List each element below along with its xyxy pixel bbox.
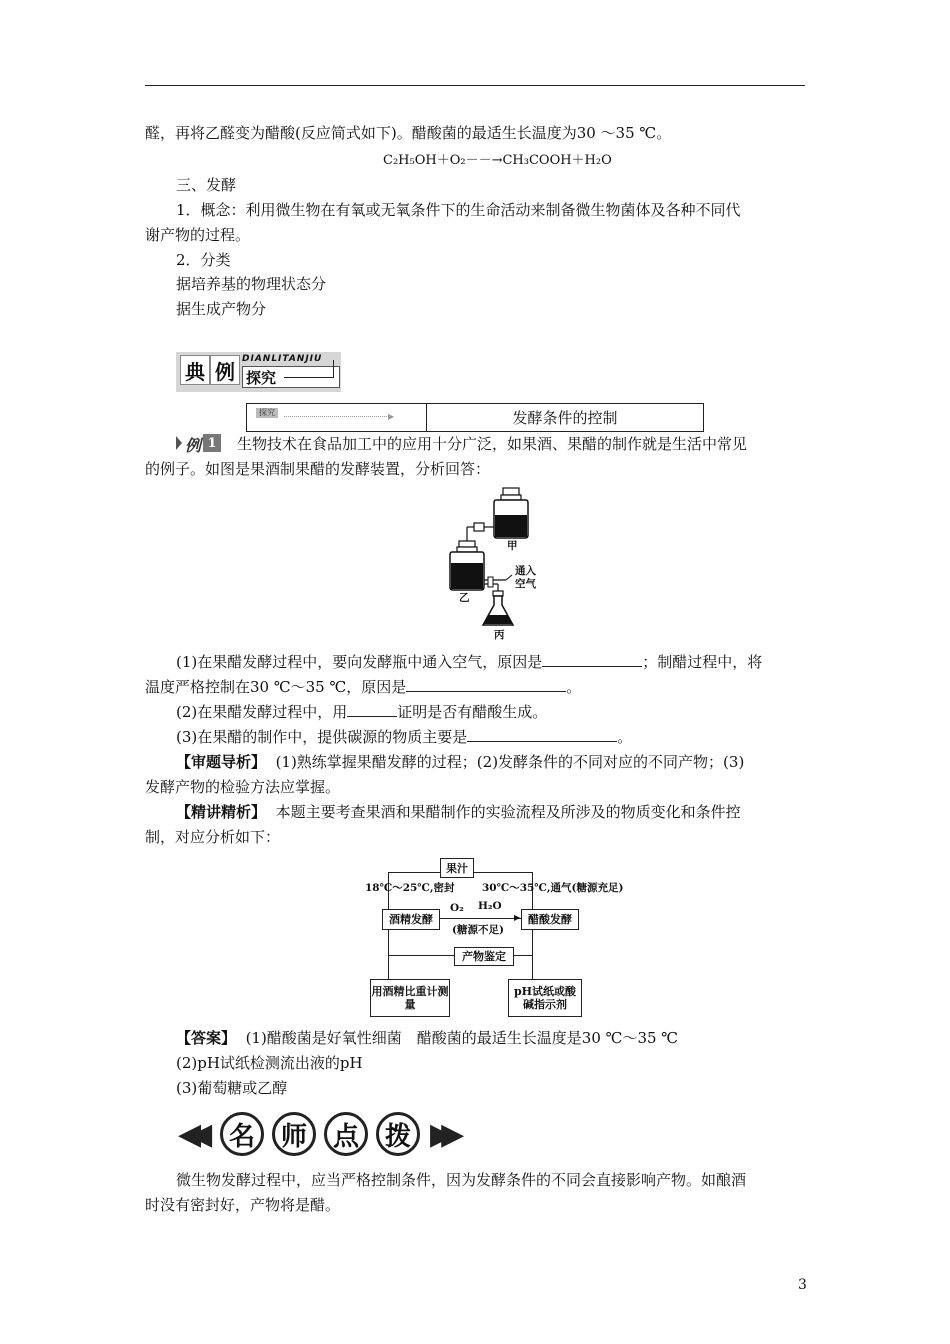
question-2-text-a: (2)在果醋发酵过程中，用 <box>176 703 348 721</box>
arrow-right-icon: ▶ <box>514 913 521 922</box>
guide-line-2: 发酵产物的检验方法应掌握。 <box>145 778 341 796</box>
label-yi: 乙 <box>459 592 470 604</box>
badge-number: 1 <box>203 434 221 452</box>
flow-product-identify: 产物鉴定 <box>454 947 514 966</box>
tips-char-3: 点 <box>324 1112 368 1156</box>
label-air-2: 空气 <box>515 578 536 590</box>
answer-line-1 <box>176 1028 678 1048</box>
badge-text: 例 <box>185 436 202 455</box>
section-heading: 三、发酵 <box>176 176 237 194</box>
paragraph-continuation: 醛，再将乙醛变为醋酸(反应简式如下)。醋酸菌的最适生长温度为30 ～35 ℃。 <box>145 124 672 142</box>
answer-label: 【答案】 <box>176 1029 237 1047</box>
classify-heading: 2．分类 <box>176 251 231 269</box>
classify-by-product: 据生成产物分 <box>176 300 267 318</box>
analysis-text-1: 本题主要考查果酒和果醋制作的实验流程及所涉及的物质变化和条件控 <box>275 803 741 821</box>
question-3-text-a: (3)在果醋的制作中，提供碳源的物质主要是 <box>176 728 468 746</box>
flow-right-condition: 30℃～35℃,通气(糖源充足) <box>482 882 624 894</box>
answer-line-3: (3)葡萄糖或乙醇 <box>176 1079 288 1097</box>
topic-tag: 探究 <box>256 408 278 418</box>
topic-title: 发酵条件的控制 <box>512 409 618 427</box>
header-rule <box>145 85 805 86</box>
fermentation-apparatus <box>440 485 550 643</box>
question-1-text-a: (1)在果醋发酵过程中，要向发酵瓶中通入空气，原因是 <box>176 653 543 671</box>
guide-label: 【审题导析】 <box>176 753 267 771</box>
banner-char-2: 例 <box>210 355 240 385</box>
label-bing: 丙 <box>494 629 505 641</box>
label-jia: 甲 <box>507 540 518 552</box>
page-number: 3 <box>798 1277 807 1293</box>
flow-right-method: pH试纸或酸碱指示剂 <box>508 979 582 1017</box>
label-air-1: 通入 <box>515 565 536 577</box>
banner-char-1: 典 <box>180 355 210 385</box>
banner-pinyin: DIANLITANJIU <box>242 354 323 364</box>
example-banner <box>176 352 341 396</box>
concept-line-2: 谢产物的过程。 <box>145 226 251 244</box>
flow-juice: 果汁 <box>440 858 474 878</box>
answer-blank-4[interactable] <box>467 727 617 742</box>
tips-char-2: 师 <box>272 1112 316 1156</box>
tips-line-2: 时没有密封好，产物将是醋。 <box>145 1196 341 1214</box>
answer-blank-2[interactable] <box>406 677 566 692</box>
question-2 <box>176 702 547 722</box>
flow-acetic-fermentation: 醋酸发酵 <box>521 909 579 930</box>
guide-text-1: (1)熟练掌握果醋发酵的过程；(2)发酵条件的不同对应的不同产物；(3) <box>275 753 745 771</box>
flow-o2: O₂ <box>450 902 464 914</box>
flow-left-condition: 18℃～25℃,密封 <box>365 882 455 894</box>
example-line-2: 的例子。如图是果酒制果醋的发酵装置，分析回答： <box>145 460 491 478</box>
flow-h2o: H₂O <box>478 900 502 912</box>
guide-line-1 <box>176 752 744 772</box>
badge-arrow-icon <box>176 436 182 450</box>
tips-banner <box>178 1108 478 1160</box>
tips-char-1: 名 <box>220 1112 264 1156</box>
example-badge <box>176 433 224 453</box>
question-1-text-d: 。 <box>566 678 582 696</box>
answer-line-2: (2)pH试纸检测流出液的pH <box>176 1054 363 1072</box>
question-1-text-c: 温度严格控制在30 ℃～35 ℃，原因是 <box>145 678 407 696</box>
double-right-arrow-icon: ▶▶ <box>430 1117 453 1152</box>
question-1-text-b: ；制醋过程中，将 <box>642 653 763 671</box>
concept-line-1: 1．概念：利用微生物在有氧或无氧条件下的生命活动来制备微生物菌体及各种不同代 <box>176 201 741 219</box>
flow-left-method: 用酒精比重计测量 <box>370 979 450 1017</box>
question-1-line-2 <box>145 677 581 697</box>
analysis-line-1 <box>176 802 741 822</box>
question-3 <box>176 727 632 747</box>
tips-line-1: 微生物发酵过程中，应当严格控制条件，因为发酵条件的不同会直接影响产物。如酿酒 <box>176 1171 747 1189</box>
question-3-text-b: 。 <box>617 728 633 746</box>
double-left-arrow-icon: ◀◀ <box>178 1117 201 1152</box>
flow-chart <box>360 852 630 1020</box>
answer-blank-1[interactable] <box>542 652 642 667</box>
topic-box <box>246 403 704 432</box>
answer-blank-3[interactable] <box>347 702 397 717</box>
tips-char-4: 拨 <box>376 1112 420 1156</box>
analysis-line-2: 制，对应分析如下： <box>145 828 281 846</box>
classify-by-medium: 据培养基的物理状态分 <box>176 275 327 293</box>
question-2-text-b: 证明是否有醋酸生成。 <box>397 703 548 721</box>
reaction-equation: C₂H₅OH＋O₂－－→CH₃COOH＋H₂O <box>383 153 612 168</box>
banner-sub: 探究 <box>246 369 277 387</box>
arrow-right-icon: ▶ <box>388 412 395 421</box>
flow-alcohol-fermentation: 酒精发酵 <box>382 909 440 930</box>
analysis-label: 【精讲精析】 <box>176 803 267 821</box>
example-line-1: 生物技术在食品加工中的应用十分广泛，如果酒、果醋的制作就是生活中常见 <box>237 435 748 453</box>
answer-text-1: (1)醋酸菌是好氧性细菌 醋酸菌的最适生长温度是30 ℃～35 ℃ <box>245 1029 679 1047</box>
flow-sugar-short: (糖源不足) <box>452 924 504 936</box>
question-1-line-1 <box>176 652 762 672</box>
